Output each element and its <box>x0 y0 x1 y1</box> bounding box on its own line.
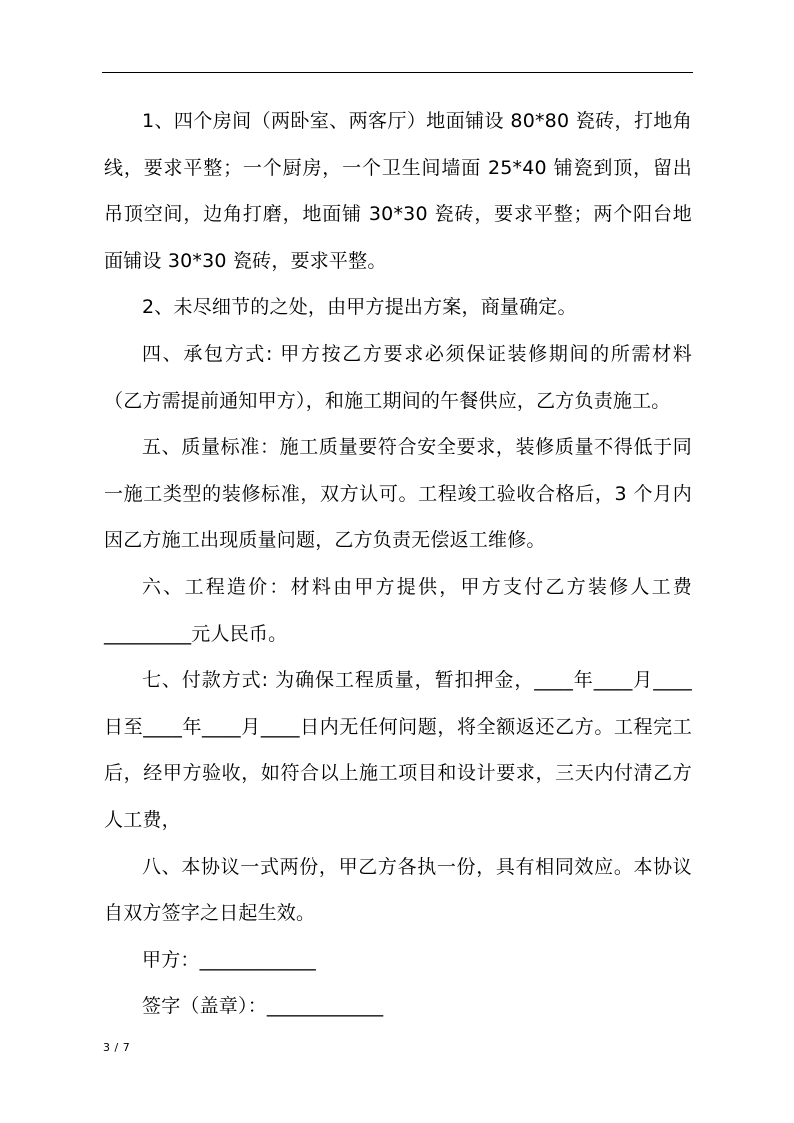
header-rule <box>102 72 693 73</box>
section-contract-method: 四、承包方式: 甲方按乙方要求必须保证装修期间的所需材料（乙方需提前通知甲方），和施工期间的午餐供应，乙方负责施工。 <box>104 342 692 412</box>
section-payment-method: 七、付款方式: 为确保工程质量，暂扣押金，____年____月____日至____年____月____日内无任何问题，将全额返还乙方。工程完工后，经甲方验收，如符合以上施工项目和设计要求，三天内付清乙方人工费， <box>104 669 692 831</box>
clause-1-floor-tiling: 1、四个房间（两卧室、两客厅）地面铺设 80*80 瓷砖，打地角线，要求平整；一个厨房，一个卫生间墙面 25*40 铺瓷到顶，留出吊顶空间，边角打磨，地面铺 30*30 瓷砖，要求平整；两个阳台地面铺设 30*30 瓷砖，要求平整。 <box>104 110 692 272</box>
section-agreement-validity: 八、本协议一式两份，甲乙方各执一份，具有相同效应。本协议自双方签字之日起生效。 <box>104 855 692 925</box>
signature-seal-line: 签字（盖章）：____________ <box>142 995 384 1018</box>
party-a-signature-line: 甲方：____________ <box>142 948 317 971</box>
section-quality-standard: 五、质量标准：施工质量要符合安全要求，装修质量不得低于同一施工类型的装修标准，双方认可。工程竣工验收合格后，3 个月内因乙方施工出现质量问题，乙方负责无偿返工维修。 <box>104 436 692 552</box>
document-body <box>104 98 692 1030</box>
clause-2-unspecified-details: 2、未尽细节的之处，由甲方提出方案，商量确定。 <box>142 296 577 319</box>
page-number: 3 / 7 <box>103 1041 131 1054</box>
section-project-cost: 六、工程造价：材料由甲方提供，甲方支付乙方装修人工费_________元人民币。 <box>104 575 692 645</box>
